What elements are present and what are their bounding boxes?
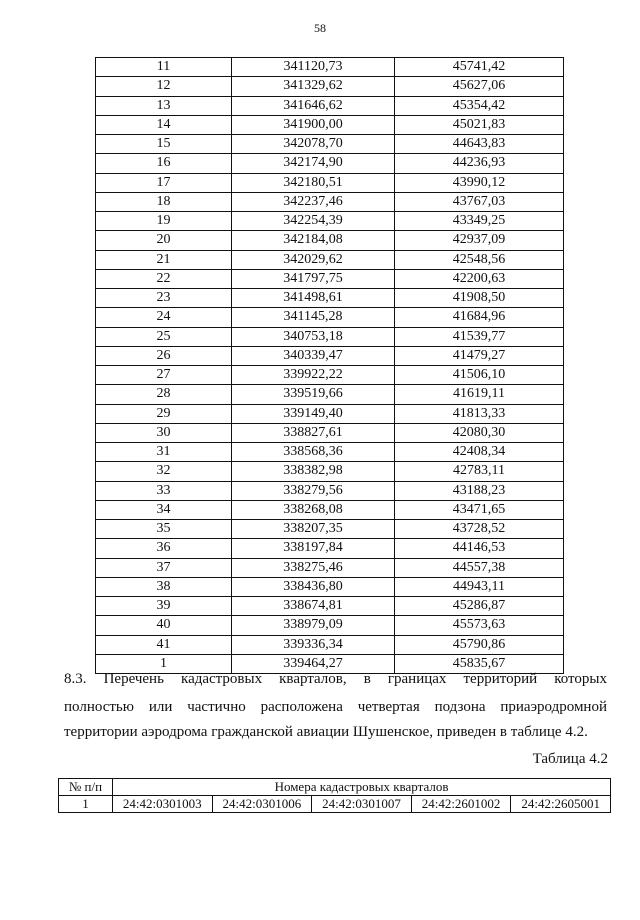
x-coordinate-cell: 341900,00: [232, 115, 395, 134]
x-coordinate-cell: 339149,40: [232, 404, 395, 423]
table-row: [96, 77, 564, 96]
point-number-cell: 28: [96, 385, 232, 404]
x-coordinate-cell: 339922,22: [232, 366, 395, 385]
y-coordinate-cell: 45286,87: [395, 597, 564, 616]
y-coordinate-cell: 41908,50: [395, 289, 564, 308]
table-row: [96, 462, 564, 481]
x-coordinate-cell: 342174,90: [232, 154, 395, 173]
point-number-cell: 14: [96, 115, 232, 134]
table-caption: Таблица 4.2: [532, 751, 608, 767]
quarter-cell: 24:42:2601002: [411, 796, 511, 813]
paragraph-line-1: 8.3. Перечень кадастровых кварталов, в границах территорий которых: [64, 671, 607, 687]
table-row: [96, 423, 564, 442]
x-coordinate-cell: 338207,35: [232, 520, 395, 539]
y-coordinate-cell: 44557,38: [395, 558, 564, 577]
y-coordinate-cell: 45354,42: [395, 96, 564, 115]
table-row: [96, 250, 564, 269]
y-coordinate-cell: 41684,96: [395, 308, 564, 327]
y-coordinate-cell: 44236,93: [395, 154, 564, 173]
quarter-cell: 24:42:0301003: [113, 796, 213, 813]
table-row: [96, 115, 564, 134]
table-row: [96, 173, 564, 192]
point-number-cell: 30: [96, 423, 232, 442]
paragraph-line-3: территории аэродрома гражданской авиации Шушенское, приведен в таблице 4.2.: [64, 724, 588, 740]
y-coordinate-cell: 41813,33: [395, 404, 564, 423]
x-coordinate-cell: 341145,28: [232, 308, 395, 327]
y-coordinate-cell: 45573,63: [395, 616, 564, 635]
cadastral-quarters-table: [58, 778, 611, 813]
coordinates-table: [95, 57, 564, 674]
quarter-cell: 24:42:0301006: [212, 796, 312, 813]
x-coordinate-cell: 339519,66: [232, 385, 395, 404]
table-row: [96, 212, 564, 231]
table-row: [96, 481, 564, 500]
y-coordinate-cell: 45627,06: [395, 77, 564, 96]
point-number-cell: 24: [96, 308, 232, 327]
y-coordinate-cell: 44146,53: [395, 539, 564, 558]
y-coordinate-cell: 41539,77: [395, 327, 564, 346]
table-row: [96, 366, 564, 385]
x-coordinate-cell: 338279,56: [232, 481, 395, 500]
y-coordinate-cell: 41619,11: [395, 385, 564, 404]
y-coordinate-cell: 43728,52: [395, 520, 564, 539]
table-row: [96, 231, 564, 250]
table-row: [96, 327, 564, 346]
table-row: [96, 289, 564, 308]
point-number-cell: 23: [96, 289, 232, 308]
point-number-cell: 41: [96, 635, 232, 654]
x-coordinate-cell: 341646,62: [232, 96, 395, 115]
y-coordinate-cell: 43767,03: [395, 192, 564, 211]
table-row: [96, 539, 564, 558]
point-number-cell: 19: [96, 212, 232, 231]
point-number-cell: 26: [96, 346, 232, 365]
x-coordinate-cell: 341797,75: [232, 269, 395, 288]
table-row: [96, 135, 564, 154]
y-coordinate-cell: 42200,63: [395, 269, 564, 288]
y-coordinate-cell: 45790,86: [395, 635, 564, 654]
quarters-header-row: [59, 779, 611, 796]
table-row: [96, 269, 564, 288]
x-coordinate-cell: 340753,18: [232, 327, 395, 346]
point-number-cell: 11: [96, 58, 232, 77]
quarter-cell: 24:42:0301007: [312, 796, 412, 813]
x-coordinate-cell: 338382,98: [232, 462, 395, 481]
point-number-cell: 37: [96, 558, 232, 577]
x-coordinate-cell: 338268,08: [232, 500, 395, 519]
quarters-data-row: [59, 796, 611, 813]
y-coordinate-cell: 42937,09: [395, 231, 564, 250]
y-coordinate-cell: 43471,65: [395, 500, 564, 519]
point-number-cell: 21: [96, 250, 232, 269]
y-coordinate-cell: 42408,34: [395, 443, 564, 462]
point-number-cell: 33: [96, 481, 232, 500]
y-coordinate-cell: 44643,83: [395, 135, 564, 154]
table-row: [96, 500, 564, 519]
x-coordinate-cell: 338275,46: [232, 558, 395, 577]
point-number-cell: 27: [96, 366, 232, 385]
point-number-cell: 15: [96, 135, 232, 154]
y-coordinate-cell: 41506,10: [395, 366, 564, 385]
point-number-cell: 31: [96, 443, 232, 462]
x-coordinate-cell: 341498,61: [232, 289, 395, 308]
table-row: [96, 192, 564, 211]
x-coordinate-cell: 339464,27: [232, 654, 395, 673]
header-num: № п/п: [59, 779, 113, 796]
point-number-cell: 16: [96, 154, 232, 173]
point-number-cell: 25: [96, 327, 232, 346]
table-row: [96, 577, 564, 596]
x-coordinate-cell: 338197,84: [232, 539, 395, 558]
x-coordinate-cell: 342184,08: [232, 231, 395, 250]
point-number-cell: 38: [96, 577, 232, 596]
point-number-cell: 40: [96, 616, 232, 635]
quarter-cell: 24:42:2605001: [511, 796, 611, 813]
y-coordinate-cell: 45741,42: [395, 58, 564, 77]
page-number: 58: [314, 21, 326, 35]
header-title: Номера кадастровых кварталов: [113, 779, 611, 796]
y-coordinate-cell: 45835,67: [395, 654, 564, 673]
x-coordinate-cell: 342078,70: [232, 135, 395, 154]
table-row: [96, 58, 564, 77]
point-number-cell: 35: [96, 520, 232, 539]
table-row: [96, 520, 564, 539]
point-number-cell: 18: [96, 192, 232, 211]
x-coordinate-cell: 342029,62: [232, 250, 395, 269]
y-coordinate-cell: 41479,27: [395, 346, 564, 365]
x-coordinate-cell: 342254,39: [232, 212, 395, 231]
point-number-cell: 1: [96, 654, 232, 673]
y-coordinate-cell: 42080,30: [395, 423, 564, 442]
point-number-cell: 17: [96, 173, 232, 192]
table-row: [96, 154, 564, 173]
point-number-cell: 32: [96, 462, 232, 481]
x-coordinate-cell: 338436,80: [232, 577, 395, 596]
x-coordinate-cell: 341120,73: [232, 58, 395, 77]
table-row: [96, 404, 564, 423]
x-coordinate-cell: 338568,36: [232, 443, 395, 462]
x-coordinate-cell: 338979,09: [232, 616, 395, 635]
x-coordinate-cell: 338674,81: [232, 597, 395, 616]
table-row: [96, 616, 564, 635]
table-row: [96, 96, 564, 115]
y-coordinate-cell: 43990,12: [395, 173, 564, 192]
x-coordinate-cell: 342180,51: [232, 173, 395, 192]
table-row: [96, 558, 564, 577]
table-row: [96, 308, 564, 327]
x-coordinate-cell: 341329,62: [232, 77, 395, 96]
point-number-cell: 39: [96, 597, 232, 616]
y-coordinate-cell: 42783,11: [395, 462, 564, 481]
point-number-cell: 29: [96, 404, 232, 423]
x-coordinate-cell: 338827,61: [232, 423, 395, 442]
y-coordinate-cell: 45021,83: [395, 115, 564, 134]
x-coordinate-cell: 340339,47: [232, 346, 395, 365]
table-row: [96, 635, 564, 654]
point-number-cell: 20: [96, 231, 232, 250]
point-number-cell: 13: [96, 96, 232, 115]
x-coordinate-cell: 342237,46: [232, 192, 395, 211]
row-num: 1: [59, 796, 113, 813]
point-number-cell: 22: [96, 269, 232, 288]
table-row: [96, 597, 564, 616]
y-coordinate-cell: 44943,11: [395, 577, 564, 596]
table-row: [96, 443, 564, 462]
point-number-cell: 36: [96, 539, 232, 558]
y-coordinate-cell: 43188,23: [395, 481, 564, 500]
paragraph-line-2: полностью или частично расположена четвертая подзона приаэродромной: [64, 699, 607, 715]
point-number-cell: 34: [96, 500, 232, 519]
y-coordinate-cell: 43349,25: [395, 212, 564, 231]
table-row: [96, 346, 564, 365]
y-coordinate-cell: 42548,56: [395, 250, 564, 269]
table-row: [96, 385, 564, 404]
point-number-cell: 12: [96, 77, 232, 96]
x-coordinate-cell: 339336,34: [232, 635, 395, 654]
